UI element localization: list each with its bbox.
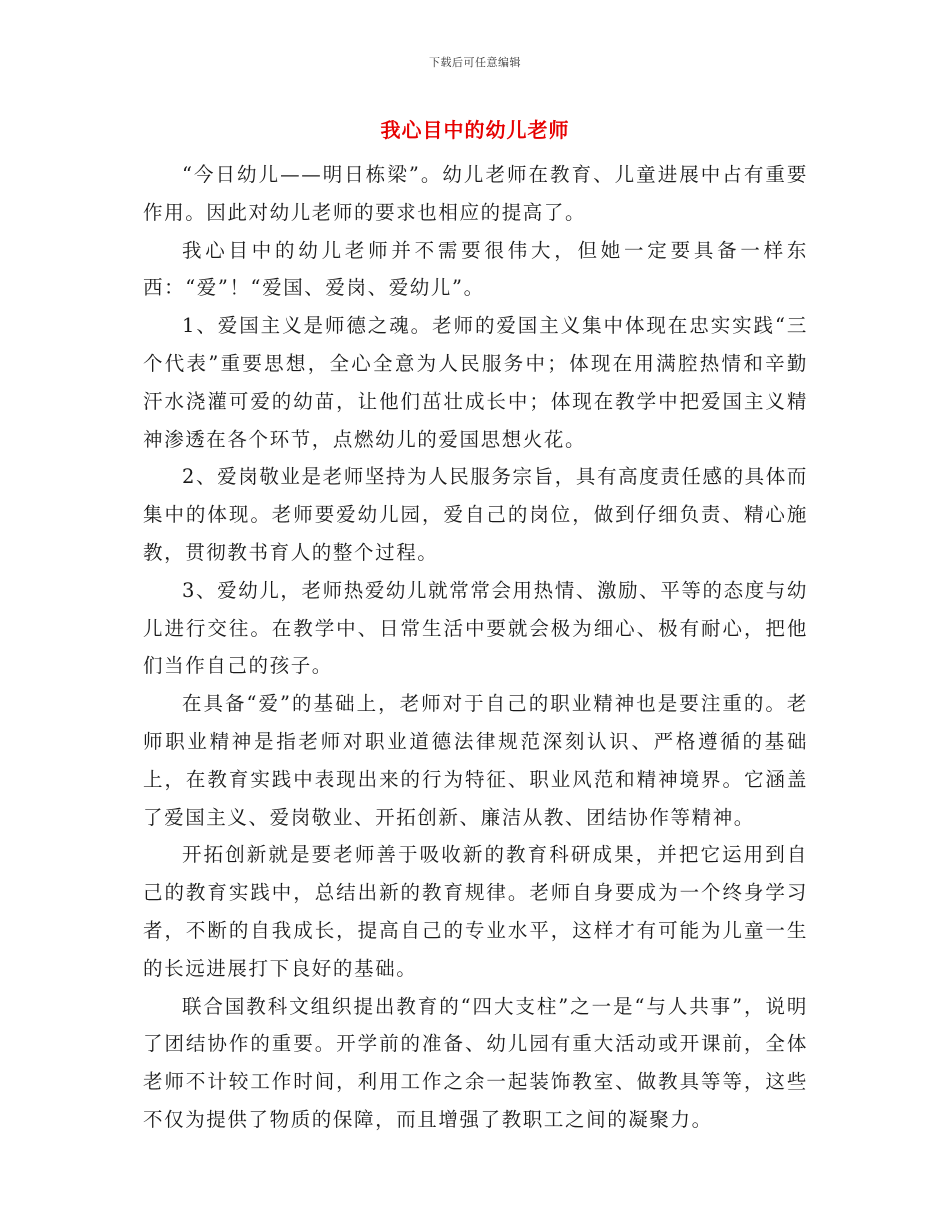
document-title: 我心目中的幼儿老师 (380, 118, 570, 142)
paragraph-professional-spirit: 在具备“爱”的基础上，老师对于自己的职业精神也是要注重的。老师职业精神是指老师对职业道德法律规范深刻认识、严格遵循的基础上，在教育实践中表现出来的行为特征、职业风范和精神境界。它涵盖了爱国主义、爱岗敬业、开拓创新、廉洁从教、团结协作等精神。 (143, 692, 808, 829)
document-body (143, 156, 808, 1139)
paragraph-patriotism: 1、爱国主义是师德之魂。老师的爱国主义集中体现在忠实实践“三个代表”重要思想，全心全意为人民服务中；体现在用满腔热情和辛勤汗水浇灌可爱的幼苗，让他们茁壮成长中；体现在教学中把爱国主义精神渗透在各个环节，点燃幼儿的爱国思想火花。 (143, 314, 808, 451)
paragraph-dedication: 2、爱岗敬业是老师坚持为人民服务宗旨，具有高度责任感的具体而集中的体现。老师要爱幼儿园，爱自己的岗位，做到仔细负责、精心施教，贯彻教书育人的整个过程。 (143, 465, 808, 564)
header-note: 下载后可任意编辑 (429, 56, 521, 69)
paragraph-teamwork: 联合国教科文组织提出教育的“四大支柱”之一是“与人共事”，说明了团结协作的重要。开学前的准备、幼儿园有重大活动或开课前，全体老师不计较工作时间，利用工作之余一起装饰教室、做教具等等，这些不仅为提供了物质的保障，而且增强了教职工之间的凝聚力。 (143, 994, 808, 1131)
paragraph-love-children: 3、爱幼儿，老师热爱幼儿就常常会用热情、激励、平等的态度与幼儿进行交往。在教学中、日常生活中要就会极为细心、极有耐心，把他们当作自己的孩子。 (143, 578, 808, 678)
paragraph-innovation: 开拓创新就是要老师善于吸收新的教育科研成果，并把它运用到自己的教育实践中，总结出新的教育规律。老师自身要成为一个终身学习者，不断的自我成长，提高自己的专业水平，这样才有可能为儿童一生的长远进展打下良好的基础。 (143, 843, 808, 980)
paragraph-love: 我心目中的幼儿老师并不需要很伟大，但她一定要具备一样东西：“爱”！“爱国、爱岗、爱幼儿”。 (143, 238, 808, 300)
paragraph-intro: “今日幼儿——明日栋梁”。幼儿老师在教育、儿童进展中占有重要作用。因此对幼儿老师的要求也相应的提高了。 (143, 163, 808, 224)
